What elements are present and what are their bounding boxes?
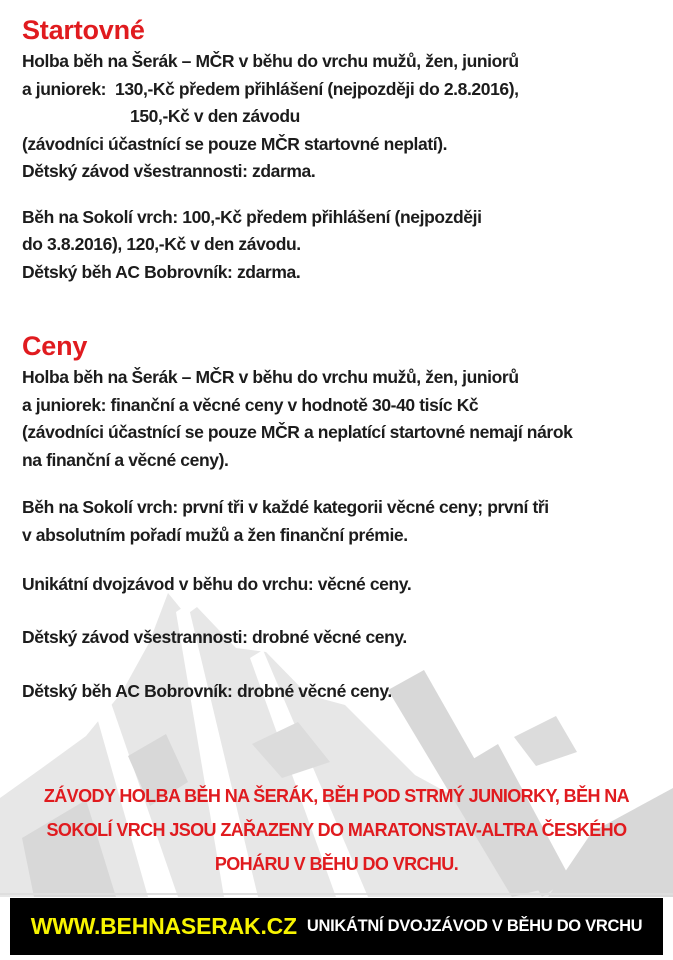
text-line: Holba běh na Šerák – MČR v běhu do vrchu mužů, žen, juniorů <box>22 367 519 387</box>
notice-line: ZÁVODY HOLBA BĚH NA ŠERÁK, BĚH POD STRMÝ JUNIORKY, BĚH NA <box>43 785 630 806</box>
text-line: (závodníci účastnící se pouze MČR startovné neplatí). <box>22 133 448 154</box>
website-link[interactable]: WWW.BEHNASERAK.CZ <box>30 913 297 939</box>
text-line: Běh na Sokolí vrch: 100,-Kč předem přihlášení (nejpozději <box>22 206 482 227</box>
startovne-paragraph-2 <box>22 204 663 287</box>
text-line: Unikátní dvojzávod v běhu do vrchu: věcné ceny. <box>22 574 412 594</box>
ceny-paragraph-1 <box>22 364 663 474</box>
text-line: Holba běh na Šerák – MČR v běhu do vrchu mužů, žen, juniorů <box>22 51 519 71</box>
ceny-paragraph-3 <box>22 571 663 599</box>
text-line: do 3.8.2016), 120,-Kč v den závodu. <box>22 234 301 254</box>
text-line: (závodníci účastnící se pouze MČR a neplatící startovné nemají nárok <box>22 422 573 442</box>
notice-line: SOKOLÍ VRCH JSOU ZAŘAZENY DO MARATONSTAV-ALTRA ČESKÉHO <box>46 819 627 840</box>
ceny-paragraph-4 <box>22 624 663 652</box>
text-line: 150,-Kč v den závodu <box>130 106 300 126</box>
cup-inclusion-notice <box>22 779 651 881</box>
text-line: Dětský závod všestrannosti: zdarma. <box>22 161 316 181</box>
text-line: a juniorek: 130,-Kč předem přihlášení (nejpozději do 2.8.2016), <box>22 78 519 99</box>
startovne-paragraph-1 <box>22 48 663 186</box>
ceny-paragraph-2 <box>22 494 663 549</box>
section-heading-startovne: Startovné <box>22 15 145 45</box>
text-line: Běh na Sokolí vrch: první tři v každé kategorii věcné ceny; první tři <box>22 497 549 517</box>
text-line: a juniorek: finanční a věcné ceny v hodnotě 30-40 tisíc Kč <box>22 394 479 415</box>
text-line: Dětský závod všestrannosti: drobné věcné ceny. <box>22 626 407 647</box>
text-line: Dětský běh AC Bobrovník: zdarma. <box>22 261 301 282</box>
ceny-paragraph-5 <box>22 678 663 706</box>
text-line: na finanční a věcné ceny). <box>22 449 229 470</box>
text-line: Dětský běh AC Bobrovník: drobné věcné ceny. <box>22 681 392 701</box>
section-heading-ceny: Ceny <box>22 331 88 361</box>
footer-tagline: UNIKÁTNÍ DVOJZÁVOD V BĚHU DO VRCHU <box>306 917 643 935</box>
notice-line: POHÁRU V BĚHU DO VRCHU. <box>214 853 459 874</box>
text-line: v absolutním pořadí mužů a žen finanční prémie. <box>22 524 408 545</box>
footer-bar <box>10 898 663 955</box>
